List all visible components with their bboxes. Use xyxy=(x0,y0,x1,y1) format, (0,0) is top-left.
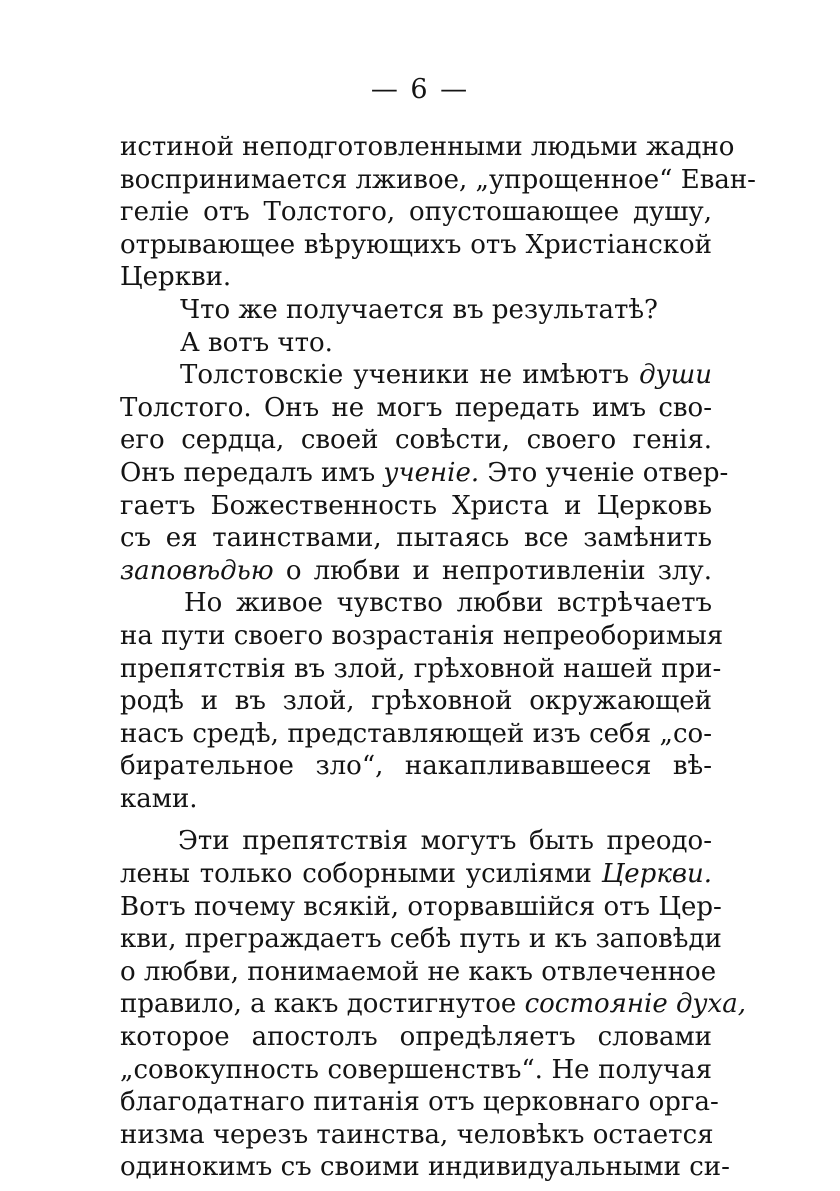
text-line: Эти препятствія могутъ быть преодо- xyxy=(178,826,712,857)
text-segment: лены только соборными усиліями xyxy=(120,859,592,890)
text-line: бирательное зло“, накапливавшееся вѣ- xyxy=(120,751,712,782)
text-line: родѣ и въ злой, грѣховной окружающей xyxy=(120,686,712,717)
text-line: геліе отъ Толстого, опустошающее душу, xyxy=(120,197,712,228)
text-line: которое апостолъ опредѣляетъ словами xyxy=(120,1022,712,1053)
text-line: съ ея таинствами, пытаясь все замѣнить xyxy=(120,523,712,554)
text-line: „совокупность совершенствъ“. Не получая xyxy=(120,1054,712,1085)
page-number: — 6 — xyxy=(370,74,470,105)
text-line: отрывающее вѣрующихъ отъ Христіанской xyxy=(120,229,712,260)
text-line: ками. xyxy=(120,783,198,814)
text-line: низма черезъ таинства, человѣкъ остается xyxy=(120,1119,714,1150)
text-line: истиной неподготовленными людьми жадно xyxy=(120,132,735,162)
text-line: препятствія въ злой, грѣховной нашей при- xyxy=(120,653,722,684)
text-line: благодатнаго питанія отъ церковнаго орга- xyxy=(120,1087,719,1118)
text-line xyxy=(120,858,712,891)
text-line: Толстого. Онъ не могъ передать имъ сво- xyxy=(120,392,712,423)
text-line xyxy=(120,555,712,588)
text-segment: Это ученіе отвер- xyxy=(487,457,729,488)
italic-text: душu xyxy=(639,360,712,391)
text-line: Но живое чувство любви встрѣчаетъ xyxy=(184,588,712,619)
body-text xyxy=(120,131,756,1184)
italic-text: заповѣдью xyxy=(120,555,274,586)
text-line: о любви, понимаемой не какъ отвлеченное xyxy=(120,956,717,987)
text-line: гаетъ Божественность Христа и Церковь xyxy=(120,490,712,521)
text-line: Вотъ почему всякій, оторвавшійся отъ Цер- xyxy=(120,891,722,922)
text-line: насъ средѣ, представляющей изъ себя „со- xyxy=(120,718,712,749)
text-line: воспринимается лживое, „упрощенное“ Еван- xyxy=(120,164,756,195)
text-segment: Толстовскіе ученики не имѣютъ xyxy=(180,360,630,391)
text-line: одинокимъ съ своими индивидуальными си- xyxy=(120,1152,730,1183)
text-line: кви, преграждаетъ себѣ путь и къ заповѣди xyxy=(120,924,722,955)
paragraph-gap xyxy=(120,815,712,825)
text-line: Церкви. xyxy=(120,262,232,293)
text-line xyxy=(120,988,746,1021)
text-segment: Онъ передалъ имъ xyxy=(120,457,376,488)
italic-text: ученіе. xyxy=(383,457,480,488)
text-line: на пути своего возрастанія непреоборимыя xyxy=(120,620,724,651)
text-line: А вотъ что. xyxy=(180,327,333,358)
italic-text: Церкви. xyxy=(601,859,712,890)
text-line: Что же получается въ результатѣ? xyxy=(180,294,658,325)
italic-text: состояніе духа, xyxy=(524,989,746,1020)
text-line xyxy=(120,457,729,490)
text-line xyxy=(120,359,712,392)
text-segment: правило, а какъ достигнутое xyxy=(120,989,517,1020)
text-line: его сердца, своей совѣсти, своего генія. xyxy=(120,425,712,456)
text-segment: о любви и непротивленіи злу. xyxy=(285,555,712,586)
